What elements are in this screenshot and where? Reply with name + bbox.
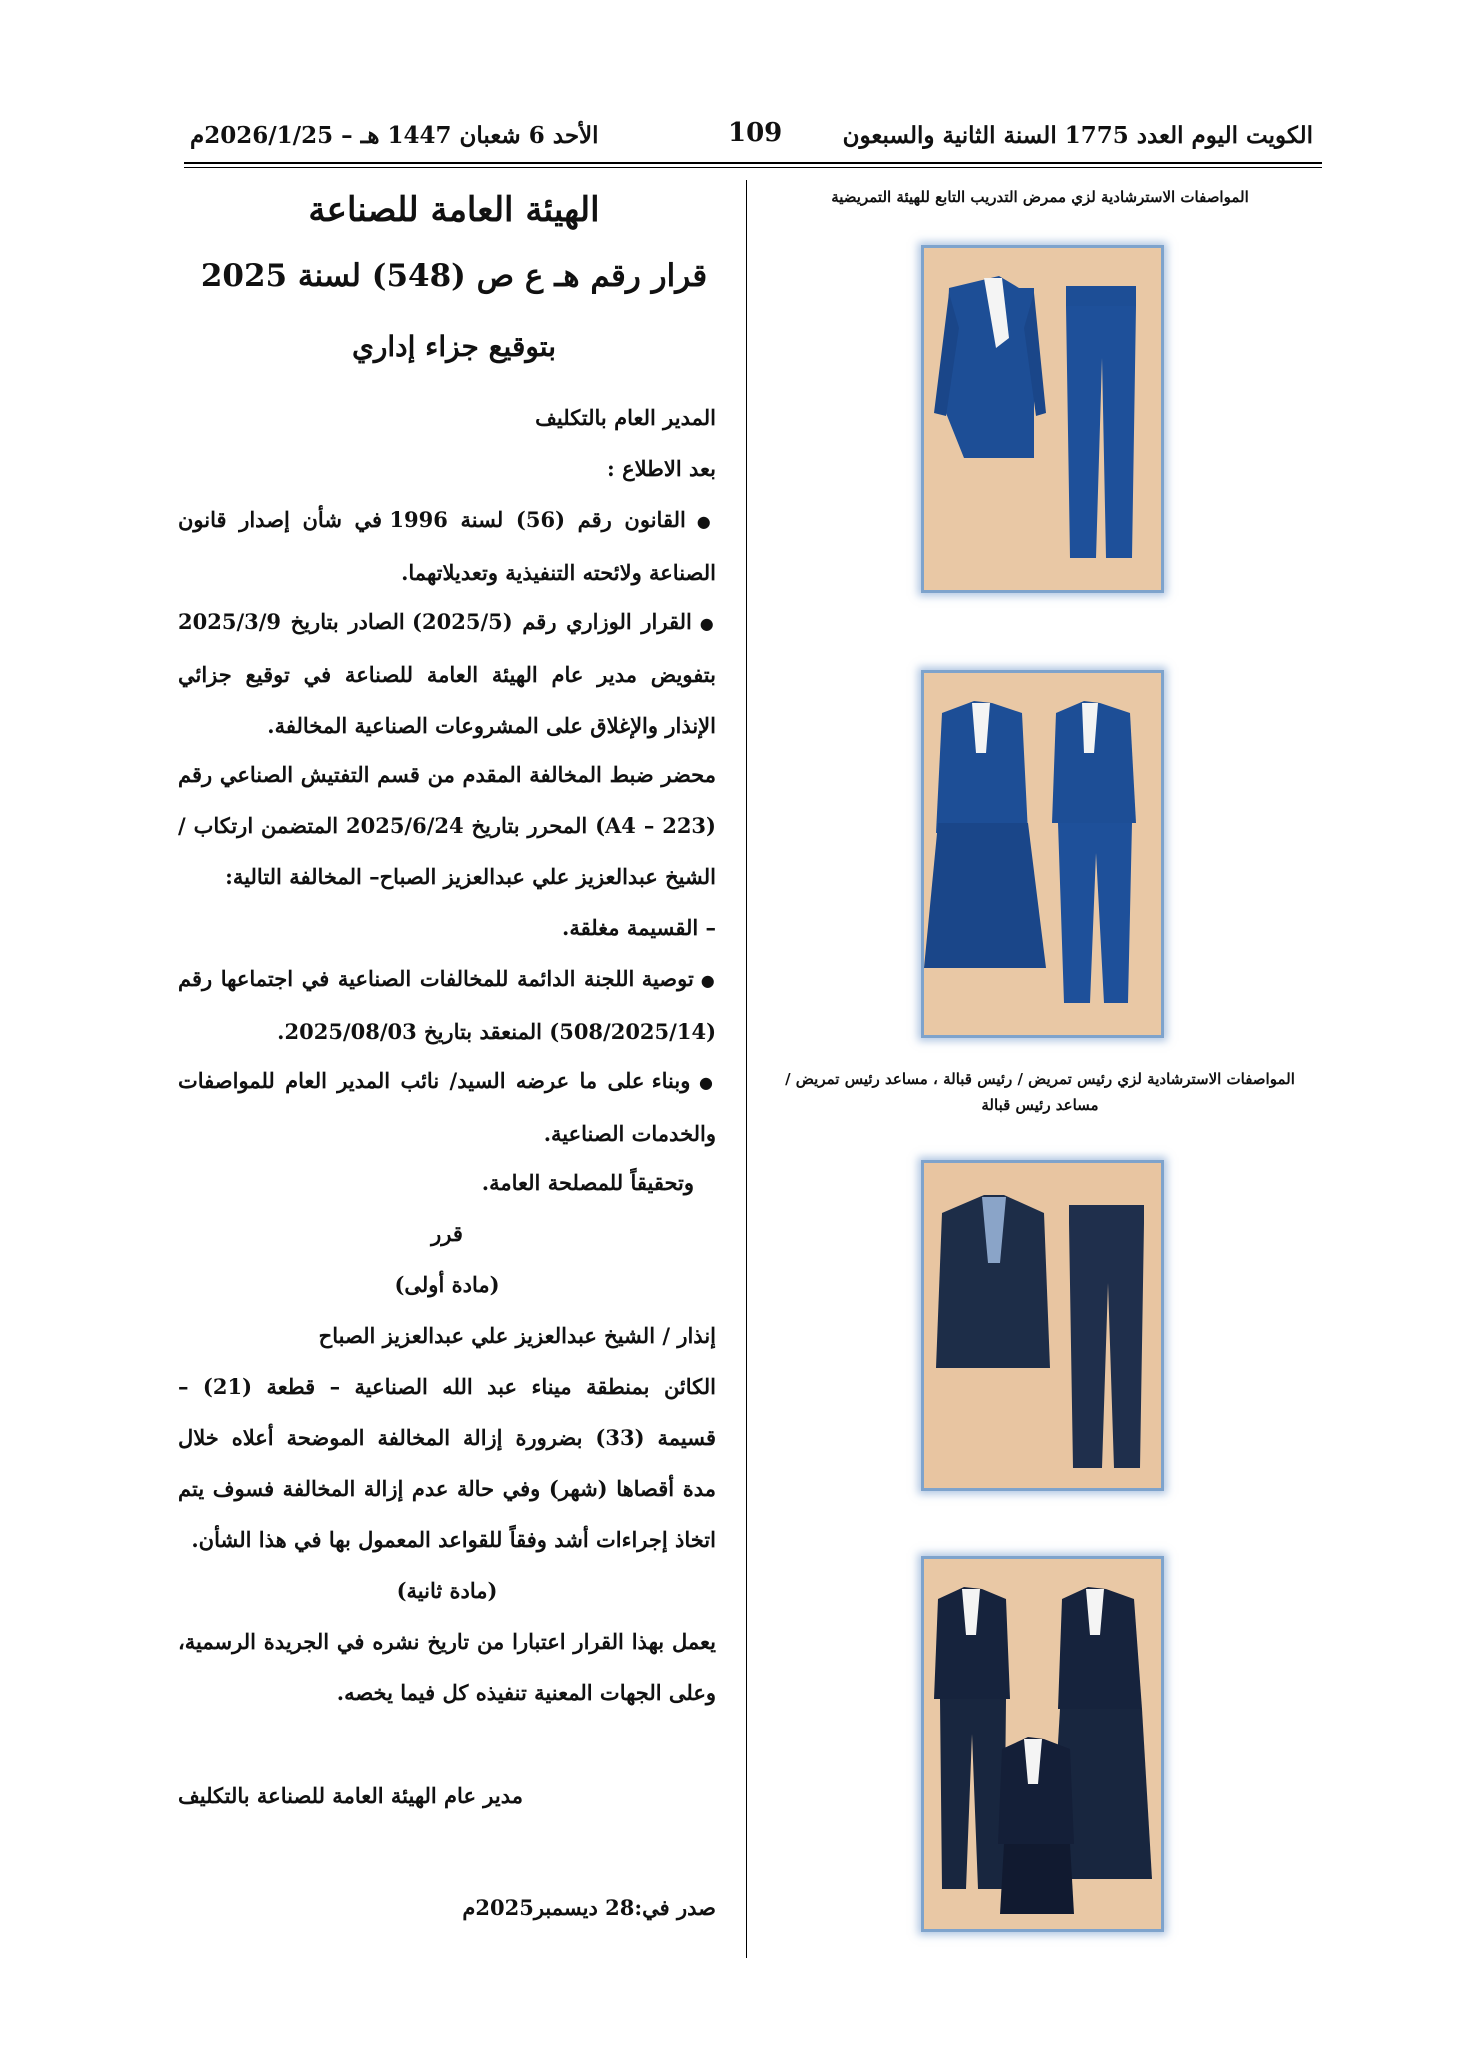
gazette-issue-info: الكويت اليوم العدد 1775 السنة الثانية والسبعون [842,122,1313,149]
decision-number: قرار رقم هـ ع ص (548) لسنة 2025 [200,258,708,294]
authority-title: الهيئة العامة للصناعة [308,190,600,230]
header-rule-thick [184,162,1322,164]
recital-deputy-text: ● وبناء على ما عرضه السيد/ نائب المدير العام للمواصفات والخدمات الصناعية. [178,1068,716,1146]
recital-ministerial-decision-text: ● القرار الوزاري رقم (2025/5) الصادر بتاريخ 2025/3/9 بتفويض مدير عام الهيئة العامة للصناعة في توقيع جزائي الإنذار والإغلاق على المشروعات الصناعية المخالفة. [178,609,716,738]
after-review-line: بعد الاطلاع : [607,456,716,481]
navy-uniforms-illustration [924,1559,1161,1929]
issue-date: صدر في:28 ديسمبر2025م [462,1895,716,1920]
violation-report: محضر ضبط المخالفة المقدم من قسم التفتيش الصناعي رقم (A4 – 223) المحرر بتاريخ 2025/6/24 المتضمن ارتكاب / الشيخ عبدالعزيز علي عبدالعزيز الصباح– المخالفة التالية: [178,762,716,889]
violation-item: – القسيمة مغلقة. [562,915,716,940]
decision-subject: بتوقيع جزاء إداري [351,330,557,363]
blue-skirt-and-pants-illustration [924,673,1161,1035]
recital-committee [178,953,716,1057]
uniform-photo-suit-pants [921,245,1164,593]
recital-law [178,494,716,598]
recital-law-text: ● القانون رقم (56) لسنة 1996 في شأن إصدار قانون الصناعة ولائحته التنفيذية وتعديلاتهما. [178,507,716,585]
uniform-photo-navy-group [921,1556,1164,1932]
navy-suit-illustration [924,1163,1161,1488]
gazette-date: الأحد 6 شعبان 1447 هـ – 2026/1/25م [190,122,599,149]
article-1-addressee: إنذار / الشيخ عبدالعزيز علي عبدالعزيز الصباح [318,1323,716,1348]
uniform-photo-navy-suit-pants [921,1160,1164,1491]
article-1-title: (مادة أولى) [394,1272,500,1297]
article-2-body: يعمل بهذا القرار اعتبارا من تاريخ نشره في الجريدة الرسمية، وعلى الجهات المعنية تنفيذه كل فيما يخصه. [178,1629,716,1705]
recital-committee-text: ● توصية اللجنة الدائمة للمخالفات الصناعية في اجتماعها رقم (508/2025/14) المنعقد بتاريخ 2025/08/03. [178,966,716,1044]
director-line: المدير العام بالتكليف [535,405,716,430]
public-interest-line: وتحقيقاً للمصلحة العامة. [481,1170,694,1195]
image-caption-trainee-nurse: المواصفات الاسترشادية لزي ممرض التدريب التابع للهيئة التمريضية [831,188,1249,206]
blue-suit-illustration [924,248,1161,590]
image-caption-line-1: المواصفات الاسترشادية لزي رئيس تمريض / رئيس قبالة ، مساعد رئيس تمريض / [785,1070,1295,1088]
recital-deputy [178,1055,716,1159]
image-caption-head-nurse [780,1066,1300,1118]
signature-line [178,1770,716,1821]
column-divider [746,180,747,1958]
recital-ministerial-decision [178,596,716,751]
header-rule-thin [184,167,1322,168]
article-1-body: الكائن بمنطقة ميناء عبد الله الصناعية – قطعة (21) – قسيمة (33) بضرورة إزالة المخالفة الموضحة أعلاه خلال مدة أقصاها (شهر) وفي حالة عدم إزالة المخالفة فسوف يتم اتخاذ إجراءات أشد وفقاً للقواعد المعمول بها في هذا الشأن. [178,1374,716,1552]
article-2-title: (مادة ثانية) [396,1578,498,1603]
signature-text: مدير عام الهيئة العامة للصناعة بالتكليف [178,1783,523,1808]
uniform-photo-skirt-and-pants [921,670,1164,1038]
decided-heading: قرر [431,1221,463,1246]
page-number: 109 [728,118,783,148]
image-caption-line-2: مساعد رئيس قبالة [981,1096,1099,1114]
